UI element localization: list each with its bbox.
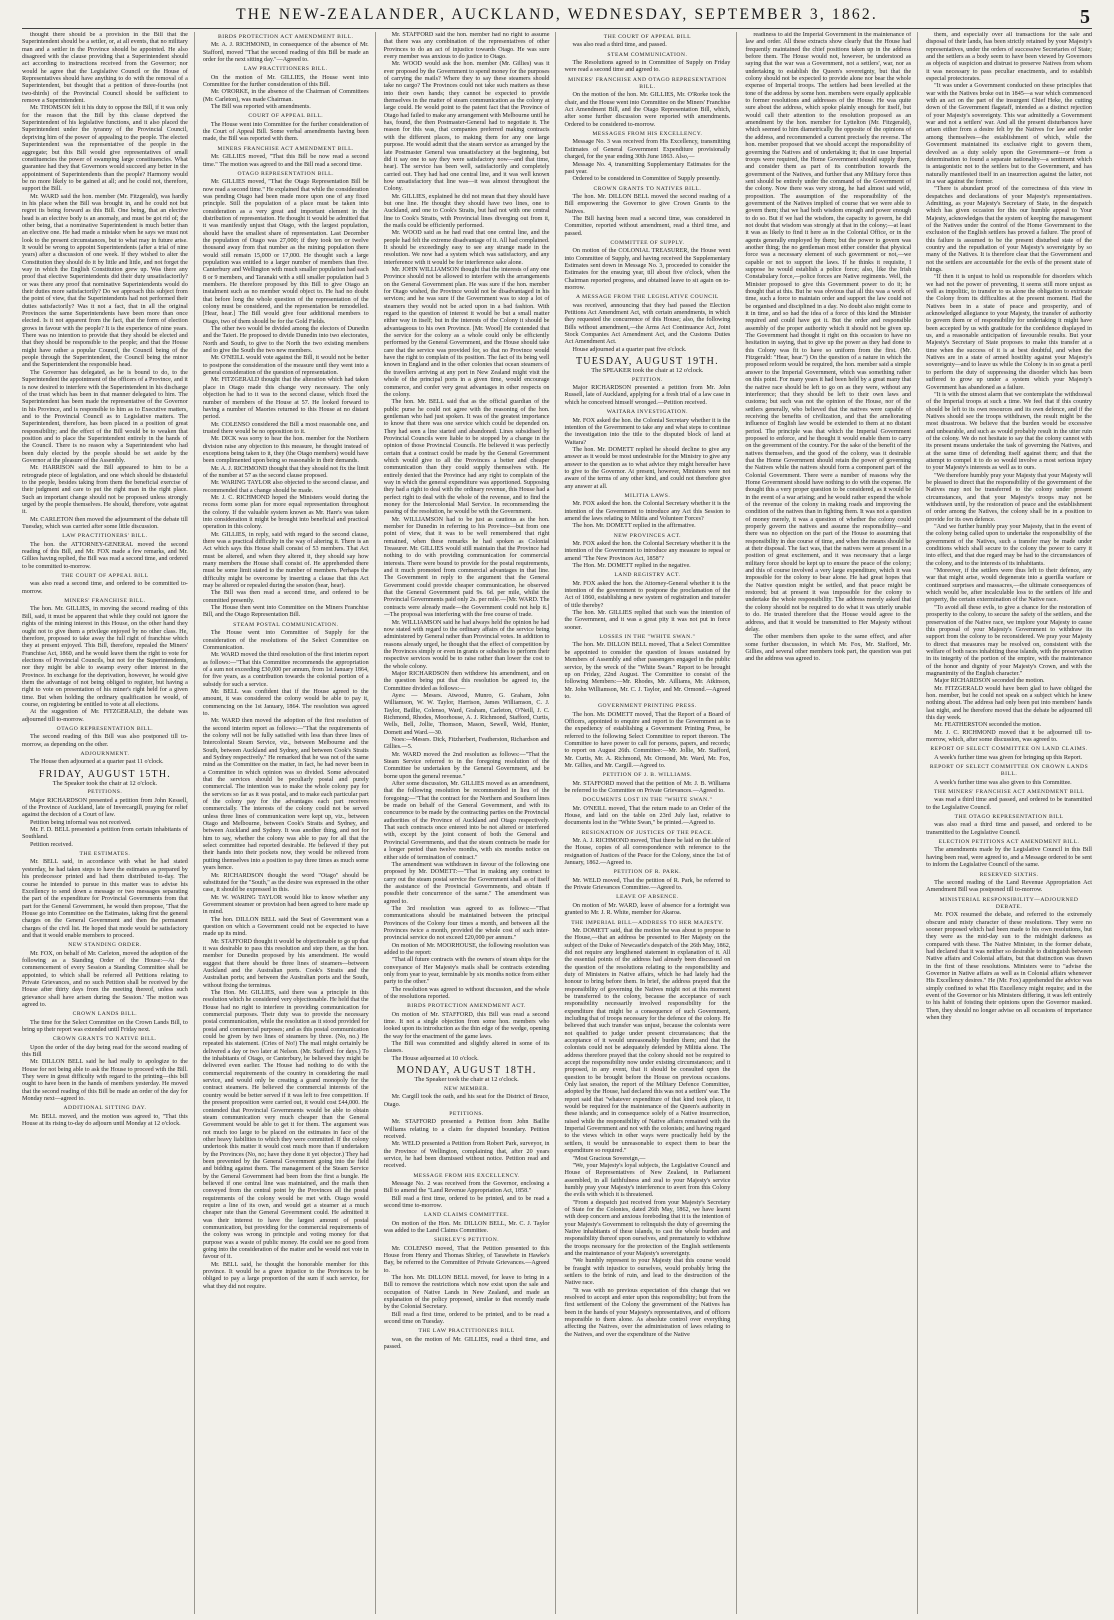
paragraph: Message No. 3 was received from His Excellency, transmitting Estimates of General Government Expenditure provisionally charged, for the year ending 30th June 1863. Also,— [564, 139, 731, 161]
paragraph: Upon the order of the day being read for the second reading of this Bill [22, 1044, 188, 1059]
paragraph: The hon. the ATTORNEY-GENERAL moved the second reading of this Bill, and Mr. FOX made a few remarks, and Mr. Gillies having replied, the Bill was read a second time, and ordered to be committed to-morrow. [22, 541, 188, 570]
paragraph: Mr. BELL said, he thought the honorable member for this province. It would be a grave injustice to the Provinces to be obliged to pay a large proportion of the sum if such service, for what they did not require. [202, 1261, 369, 1290]
section-heading: THE ESTIMATES. [79, 851, 131, 858]
paragraph: Mr. W. WARING TAYLOR would like to know whether any Government steamer or provision had been agreed to here made up in mind. [202, 894, 369, 916]
column-5 [745, 32, 918, 1614]
paragraph: Mr. GILLIES moved, "That this Bill be now read a second time." The motion was agreed to and the Bill read a second time. [202, 154, 369, 168]
paragraph: The Bill was committed and slightly altered in some of its clauses. [383, 1041, 550, 1055]
section-heading: OTAGO REPRESENTATION BILL. [56, 725, 154, 732]
paragraph: was also read a third time, and passed. [572, 42, 667, 49]
section-heading: CROWN GRANTS TO NATIVE BILL. [52, 1036, 157, 1043]
paragraph: The hon. Mr. DILLON BELL moved, for leave to bring in a Bill to remove the restrictions which now exist upon the sale and occupation of Native Lands in New Zealand, and made an explanation of the policy proposed, similar to that recently made by the Colonial Secretary. [383, 1275, 550, 1311]
paragraph: Petition being informal was not received. [30, 819, 132, 826]
section-heading: BIRDS PROTECTION ACT AMENDMENT BILL. [218, 34, 354, 40]
paragraph: Mr. F. D. BELL presented a petition from certain inhabitants of Southland. [22, 827, 188, 841]
paragraph: "We therefore humbly pray your Majesty that your Majesty will be pleased to direct that the responsibility of the government of the Natives may not be transferred to the colony under present circumstances, and that your Majesty's troops may not be withdrawn until, by the restoration of peace and the establishment of order among the Natives, the colony shall be in a position to provide for its own defence. [926, 472, 1092, 523]
paragraph: Mr. GILLIES moved, "That the Otago Representation Bill be now read a second time." He explained that while the consideration was pending Otago had been made more upon one of any fixed principle. Still the population of a place must be taken into consideration as a very great and important element in the distribution of representation. He thought it would be admitted that it was manifestly unjust that Otago, with the largest population, should have the smallest share of representation. Last December the population of Otago was 27,000; if they took ten or twelve thousand away from that number as the mining population there would still remain 15,000 or 17,000. He thought such a large population was entitled to a larger number of members than five. Canterbury and Wellington with much smaller population had each 8 or 9 members, and Taranaki with a still smaller population had 3 members. He therefore proposed by this Bill to give Otago an instalment such as no member would object to. He had no doubt that before long the whole question of the representation of the colony must be considered, and the representation be remodelled. [Hear, hear.] The Bill would give four additional members to Otago, two of them should be for the Gold Fields. [202, 179, 369, 325]
paragraph: The Bill having been read a second time, was considered in Committee, reported without amendment, read a third time, and passed. [564, 215, 731, 237]
paragraph: "We humbly represent to your Majesty that this course would be fraught with injustice to ourselves, would probably bring the settlers to the brink of ruin, and lead to the destruction of the Native race. [564, 1258, 731, 1287]
paragraph: Mr. FOX asked the hon. the Attorney-General whether it is the intention of the government to postpone the proclamation of the Act of 1860, establishing a new system of registration and transfer of title thereby? [564, 580, 731, 609]
section-heading: THE OTAGO REPRESENTATION BILL [954, 814, 1064, 821]
section-heading: GOVERNMENT PRINTING PRESS. [597, 703, 697, 710]
section-heading: NEW PROVINCES ACT. [613, 532, 682, 539]
paragraph: Mr. JOHN WILLIAMSON thought that the interests of any one Province should not be allowed to interfere with the arrangements on the General Government plan. He was sure if the hon. member for Otago wished, the Province would not be disadvantaged in his services; and he was sure if the Government was to stop a lot of steamers they would not be acted upon in a bad fashion. With regard to the question of interest it would be but a small matter either way in itself; but in the interests of the Colony it should be advantageous to his own Province. [Mr. Wood] He contended that the service for the colony as a whole could only be efficiently performed by the General Government, and the House should take care that the service was provided for, so that no Province would have the right to complain of its position. The fact of its being well known in England and in the other colonies that ocean steamers of the travellers arriving at any port in New Zealand might visit the whole of the principal ports in a given time, would encourage commerce, and confer very great advantages in other respects on the colony. [383, 267, 550, 398]
paragraph: Mr. FOX asked the hon. the Colonial Secretary whether it is the intention of the Government to introduce any measure to repeal or amend "The New Provinces Act, 1858"? [564, 541, 731, 562]
section-heading: ELECTION PETITIONS ACT AMENDMENT BILL. [938, 839, 1080, 846]
paragraph: The hon. Mr. DOMETT replied in the affirmative. [572, 523, 696, 530]
paragraph: thought there should be a provision in the Bill that the Superintendent should be a settler, or, at all events, that no military man and a settler in the Province should be appointed. He also disagreed with the clause providing that a Superintendent should act according to instructions received from the Governor; nor would he agree that the Legislative Council or the House of Representatives should have anything to do with the removal of a Superintendent, but thought that a petition of three-fourths (not two-thirds) of the Provincial Council should be sufficient to remove a Superintendent. [22, 32, 188, 105]
section-heading: DOCUMENTS LOST IN THE "WHITE SWAN." [582, 797, 713, 804]
section-heading: MESSAGES FROM HIS EXCELLENCY. [592, 131, 703, 138]
section-heading: RESIGNATION OF JUSTICES OF THE PEACE. [581, 829, 714, 836]
section-heading: REPORT OF SELECT COMMITTEE ON LAND CLAIMS. [930, 746, 1088, 753]
paragraph: Mr. DILLON BELL said he had really to apologize to the House for not being able to ask the House to proceed with the Bill. They were in great difficulty with regard to the printing—this bill ought to have been in the hands of members yesterday. He moved that the second reading of this Bill be made an order of the day for Monday next—agreed to. [22, 1059, 188, 1103]
paragraph: Mr. FOX asked the hon. the Colonial Secretary whether it is the intention of the Government to take any and what steps to continue the investigation into the title to the disputed block of land at Waitara? [564, 417, 731, 446]
paragraph: "It was under a Government conducted on these principles that war with the Natives broke out in 1845—a war which commenced with an act on the part of the insurgent Chief Heke, the cutting down of the Government flagstaff, intended as a distinct rejection of your Majesty's sovereignty. This war admittedly a Government war and not a settlers' war. And all the present disturbances have arisen either from a desire felt by the Natives for law and order among themselves—the establishment of which, while the Government maintained its exclusive right to govern them, devolved as a duty solely upon the Government—or from a determination to found a separate nationality—a sentiment which is antagonistic not to the settlers but to the Government, and has naturally manifested itself in an insurrection against the latter, not in a war against the former. [926, 83, 1092, 185]
section-heading: LAW PRACTITIONERS BILL. [243, 66, 328, 73]
paragraph: "If then it is unjust to hold us responsible for disorders which we had not the power of preventing, it seems still more unjust as well as impolitic, to transfer to us alone the obligation to extricate the Colony from its difficulties at the present moment. Had the Natives been in a state of peace and prosperity, and of acknowledged allegiance to your Majesty, the transfer of authority to govern them or of responsibility for undertaking it might have been accepted by us with gratitude for the confidence displayed in us, and a reasonable anticipation of favourable results. But your Majesty's Secretary of State proposes to make this transfer at a time when the success of it is at best doubtful, and when the Natives are in a state of armed hostility against your Majesty's sovereignty—and to leave us while the Colony is in so great a peril to perform the duty of suppressing the disorder which has been suffered to grow up under a system which your Majesty's Government has abandoned as a failure. [926, 274, 1092, 391]
paragraph: The House went into Committee of Supply for the consideration of the resolutions of the Select Committee on Communication. [202, 630, 369, 651]
section-heading: PETITIONS. [449, 1110, 484, 1117]
paragraph: Mr. WOOD would ask the hon. member (Mr. Gillies) was it ever proposed by the Government to spend money for the purposes of carrying the mails? Where they to say these steamers should take no cargo? The Provinces could not take such matters as these into their own hands; they cannot be expected to provide themselves in the matter of steam communication as the colony at large could. He would point to the patent fact that the Province of Otago had failed to make any arrangement with Melbourne until he has, found, the then Postmaster-General had to negotiate it. The reason for this was, that companies preferred making contracts with the different places, to making them for any one large purpose. He would admit that the steam service as arranged by the late Postmaster General was unsatisfactory at the beginning, but did it say one to say they were satisfactory now—and that time, hear). The service has been well, satisfactorily and completely carried out. They had had one central line, and it was well known how unsatisfactory that line was—it was almost throughout the Colony. [383, 61, 550, 193]
paragraph: Ordered to be considered in Committee of Supply presently. [572, 176, 721, 183]
paragraph: "Most Gracious Sovereign,— [572, 1155, 646, 1162]
paragraph: Mr. STAFFORD said the hon. member had no right to assume that there was any combination of the representatives of other Provinces to do an act of injustice towards Otago. He was sure every member was anxious to do justice to Otago. [383, 32, 550, 61]
paragraph: "Moreover, if the settlers were thus left to their defence, any war that might arise, would degenerate into a guerilla warfare or continued surprises and massacres,—the ultimate consequences of which would be, after incalculable loss to the settlers of life and property, the certain extermination of the Native race. [926, 568, 1092, 604]
section-heading: MILITIA LAWS. [624, 492, 671, 499]
paragraph: Mr. STAFFORD moved that the petition of Mr. J. B. Williams be referred to the Committee on Private Grievances.—Agreed to. [564, 780, 731, 794]
paragraph: The hon. Mr. BELL said that as the official guardian of the public purse he could not agree with the reasoning of the hon. gentleman who had just spoken. It was of the greatest importance to know that there was one service which could be depended on. They had seen a line started and abandoned. Lines subsidised by Provincial Councils were liable to be stopped by a change in the opinion of those Provincial Councils. He believed it was perfectly certain that a contract could be made by the General Government which would give to all the Provinces a better and cheaper communication than they could supply themselves with. He entirely denied that the Province had any right to complain of the way in which the general expenditure was apportioned. Supposing they had a right to deal with the ordinary revenue, this House had a perfect right to deal with the whole of the revenue, and to find the money for the Intercolonial Mail Service. In recommending the passing of the resolution, he would be with the Government. [383, 399, 550, 516]
paragraph: The hon. Mr. GILLIES, in moving the second reading of this Bill, said, it must be apparent that while they could not ignore the rights of the mining interest in this House, on the other hand they ought not to give them a privilege enjoyed by no other class. He, therefore, proposed to take away the full right of franchise which they at present enjoyed. This Bill, therefore, repealed the Miners' Franchise Act, 1860, and he would leave them the right to vote for elections of Provincial Councils, but not for the Superintendents, nor they might be able to swamp every other interest in the Province. In exchange for the deprivation, however, he would give them the advantage of not being obliged to register, but having a right to vote on presentation of his miner's right held for a given time. But when holding the ordinary qualification he would, of course, on registering be entitled to vote at all elections. [22, 606, 188, 708]
paragraph: Mr. A. J. RICHMOND, in consequence of the absence of Mr. Stafford, moved "That the second reading of this Bill be made an order for the next sitting day."—Agreed to. [202, 42, 369, 64]
paragraph: "It is with the utmost alarm that we contemplate the withdrawal of the Imperial troops at such a time. We feel that if this country should be left to its own resources and its own defence, and if the Natives should see the troops withdrawn, the result might be the most disastrous. We believe that the burden would be excessive and unbearable, and such as would probably result in the utter ruin of the colony. We do not hesitate to say that the colony cannot with its present means undertake the task of governing the Natives, and at the same time of defending itself against them; and that the attempt to compel it to do so would involve a most serious injury to your Majesty's interests as well as to ours. [926, 391, 1092, 472]
paragraph: "To avoid all these evils, to give a chance for the restoration of prosperity to the colony, to secure the safety of the settlers, and the preservation of the Native race, we implore your Majesty to cause this proposal of your Majesty's Government to withdraw its support from the colony to be reconsidered. We pray your Majesty to direct that measures may be resolved on, consistent with the welfare of both races inhabiting these islands, with the preservation in its integrity of the portion of the empire, with the maintenance of the honor and dignity of your Majesty's Crown, and with the magnanimity of the English character." [926, 604, 1092, 677]
paragraph: Mr. O'RORKE, in the absence of the Chairman of Committees (Mr. Carleton), was made Chairman. [202, 89, 369, 103]
paragraph: Mr. DOMETT said, that the motion he was about to propose to the House,—that an address be presented to Her Majesty on the subject of the Duke of Newcastle's despatch of the 26th May, 1862, did not require any lengthened statement in explanation of it. All the essential points of the address had already been discussed on the question of the resolutions relating to the responsibility and duty of Ministers in Native affairs, which he had lately had the honour to bring before them. In brief, the address prayed that the responsibility of governing the Natives might not at this moment be transferred to the colony, because the acceptance of such responsibility necessarily involved responsibility for the expenditure that might be a consequence of such Government, including that of troops necessary for the defence of the colony. He believed that such transfer was unjust, because the colonists were not qualified to judge under present circumstances; that the acceptance of it would unreasonably burden them; and that the colonists could not be adequately defended by Militia alone. The address therefore prayed that the colony should not be required to accept the responsibility now under existing circumstances; and it proposed, in any event, that it should be consulted upon the question to be brought before the House on previous occasions. Only last session, the report of the Military Defence Committee, adopted by the House, had declared this was not a settlers' war. The report said that "whatever expenditure of that kind took place, it would be required for the maintenance of the Queen's authority in these islands; and in consequence solely of a Native insurrection, raised while the responsibility of Native affairs remained with the Imperial Government and not with the colonists; and having regard to the views which in other ways were practically held by the settlers, it would be unreasonable to expect them to bear the expenditure so required." [564, 927, 731, 1155]
column-4 [564, 32, 737, 1614]
paragraph: House adjourned at a quarter past five o'clock. [572, 346, 687, 353]
paragraph: Major RICHARDSON then withdrew his amendment, and on the question being put that this resolution be agreed to, the Committee divided as follows:— [383, 670, 550, 692]
sitting-note: The Speaker took the chair at 12 o'clock. [414, 1076, 519, 1084]
paragraph: The Resolutions agreed to in Committee of Supply on Friday were read a second time and agreed to. [564, 60, 731, 74]
section-heading: MESSAGE FROM HIS EXCELLENCY. [413, 1172, 520, 1179]
paragraph: Mr. COLENSO considered the Bill a most reasonable one, and trusted there would be no opposition to it. [202, 421, 369, 435]
paragraph: On motion of Mr. STAFFORD, this Bill was read a second time. It not a single objection from some hon. members who looked upon its introduction as the thin edge of the wedge, opening the way for the enactment of the game laws. [383, 1011, 550, 1040]
paragraph: The Bill was reported with amendments. [210, 104, 311, 111]
paragraph: Message No. 2 was received from the Governor, enclosing a Bill to amend the "Land Revenue Appropriation Act, 1858." [383, 1180, 550, 1195]
sitting-note: The Speaker took the chair at 12 o'clock. [52, 780, 158, 788]
paragraph: On motion of the COLONIAL TREASURER, the House went into Committee of Supply, and having received the Supplementary Estimates sent down in Message No. 3, proceeded to consider the Estimates for the ensuing year, till about five o'clock, when the Chairman reported progress, and obtained leave to sit again on to-morrow. [564, 248, 731, 291]
paragraph: The Bill was then read a second time, and ordered to be committed presently. [202, 590, 369, 604]
paragraph: Mr. J. C. RICHMOND moved that it be adjourned till to-morrow, which, after some discussion, was agreed to. [926, 729, 1092, 743]
section-heading: STEAM COMMUNICATION. [607, 51, 688, 58]
paragraph: was also read a second time, and ordered to be committed to-morrow. [22, 581, 188, 595]
paragraph: The House went into Committee for the further consideration of the Court of Appeal Bill. Some verbal amendments having been made, the Bill was reported with them. [202, 121, 369, 143]
paragraph: Mr. O'NEILL moved, That the return made to an Order of the House, and laid on the table on 23rd July last, relative to documents lost in the "White Swan," be printed.—Agreed to. [564, 805, 731, 827]
paragraph: Mr. WARD moved the 2nd resolution as follows:—"That the Steam Service referred to in the foregoing resolution of the Committee be undertaken by the General Government, and be borne upon the general revenue." [383, 751, 550, 780]
paragraph: The Hon. Mr. DOMETT replied in the negative. [572, 563, 691, 570]
section-heading: MINERS' FRANCHISE AND OTAGO REPRESENTATION BILL. [568, 76, 727, 91]
paragraph: Mr. BELL was confident that if the House agreed to the amount, it was considered the colony would be able to pay it, commencing on the 1st January, 1864. The resolution was agreed to. [202, 688, 369, 717]
paragraph: Ayes: — Messrs. Atwood, Munro, G. Graham, John Williamson, W. W. Taylor, Harrison, James Williamson, C. J. Taylor, Baillie, Colenso, Ward, Graham, Carleton, O'Neill, J. C. Richmond, Rhodes, Moorhouse, A. J. Richmond, Stafford, Curtis, Wells, Bell, Jollie, Thomson, Mason, Sewell, Weld, Hunter, Domett and Ward.—30. [383, 692, 550, 736]
paragraph: On motion of Mr. MOORHOUSE, the following resolution was added to the report: [383, 942, 550, 956]
paragraph: The Hon. Mr. GILLIES, said there was a principle in this resolution which he considered very objectionable. He held that the House had no right to interfere in providing communication for commercial purposes. Their duty was to provide the necessary postal communication, while the resolution as it stood provided for postal and commercial purposes; and as this postal communication could be given by two lines of steamers by three. (No, no.) He repeated his statement. (Cries of No!) The mail might certainly be delivered a day or two later at Nelson. (Mr. Stafford: for days.) To the inhabitants of Otago, or Canterbury, he believed they might be delivered even earlier. The House had nothing to do with the commercial requirements of the country in considering the mail service, and would only be creating a grand monopoly for the contract steamers. He believed the commercial interests of the country would be better served if it was left to free competition. If the present proposition were carried out, it would cost £44,000. He contended that Provincial Governments would be able to obtain steam communication very much cheaper than the General Government would be able to get it for them. The argument was not much too large to be placed on the estimates in face of the other heavy liabilities to which they were committed. If the colony undertook this matter it would cost much more than if undertaken by the Provinces (No, no; have they done it yet objector.) They had been prevented by the General Government going into the field and bidding against them. The management of the Steam Service by the General Government had been from the first a bungle. He believed if one central line was maintained, and the mails then conveyed from the central point by the Provinces all the postal requirements of the colony would be met with. Otago would require a line of its own, and would get a steamer at a much cheaper rate than the General Government could. He admitted it was their interest to have the largest amount of postal communication, but providing for the commercial requirements of the colony was wrong in principle and voting money for that purpose was a waste of public money. He could see no good from going into the consideration of the matter and he would not vote in favour of it. [202, 990, 369, 1261]
paragraph: them, and especially over all transactions for the sale and disposal of their lands, has been strictly retained by your Majesty's representatives, under the orders of successive Secretaries of State; and the settlers as a body seem to have been viewed by Governors as objects of suspicion and distrust to preserve Natives from whom it was necessary to pass peculiar enactments, and to establish especial protectorates. [926, 32, 1092, 83]
paragraph: On motion of the Hon. Mr. DILLON BELL, Mr. C. J. Taylor was added to the Land Claims Committee. [383, 1220, 550, 1234]
paragraph: Mr. WARD moved the third resolution of the first interim report as follows:—"That this Committee recommends the appropriation of a sum not exceeding £30,000 per annum, from 1st January 1864, for five years, as a contribution towards the colonial portion of a subsidy for such a service. [202, 652, 369, 688]
paragraph: Mr. THOMSON felt it his duty to oppose the Bill, if it was only for the reason that the Bill by this clause deprived the Superintendent of his legislative functions, and it also placed the Superintendent under the tyranny of the Provincial Council, depriving him of the power of appealing to the people. The elected Superintendent was the representative of the people in the aggregate; but this Bill would give representatives of small constituencies the power of swamping large constituencies. What guarantee had they that Governors would succeed any better in the appointment of Superintendents than the people? Harmony would be no more likely to be gained at all; and he could not, therefore, support the Bill. [22, 105, 188, 193]
masthead-title: THE NEW-ZEALANDER, AUCKLAND, WEDNESDAY, SEPTEMBER 3, 1862. [236, 6, 878, 23]
section-heading: MINISTERIAL RESPONSIBILITY—ADJOURNED DEBATE. [939, 896, 1079, 910]
paragraph: Mr. J. C. RICHMOND hoped the Ministers would during the recess form some plan for more equal representation throughout the colony. If the valuable system known as Mr. Hare's was taken into consideration it might be brought into beneficial and practical operation in this colony. [202, 494, 369, 531]
column-2 [203, 32, 376, 1614]
section-heading: ADDITIONAL SITTING DAY. [63, 1105, 147, 1112]
sitting-note: The SPEAKER took the chair at 12 o'clock. [591, 367, 704, 375]
paragraph: Message No. 4, transmitting Supplementary Estimates for the past year. [564, 161, 731, 175]
section-heading: OTAGO REPRESENTATION BILL. [237, 170, 334, 177]
paragraph: "There is abundant proof of the correctness of this view in despatches and declarations of your Majesty's representatives. Admitting, as your Majesty's Secretary of State, in the despatch which has given occasion for this our humble appeal to Your Majesty, acknowledges that the system of keeping the management of the Natives under the control of the Home Government to the exclusion of the English settlers has proved a failure. The proof of this failure is assumed to be the present disturbed state of the country and the repudiation of your Majesty's sovereignty by so many of the Natives. It is therefore clear that the Government and not the settlers are accountable for the evils of the present state of things. [926, 186, 1092, 273]
paragraph: Mr. WARING TAYLOR also objected to the second clause, and recommended that a change should be made. [202, 480, 369, 494]
section-heading: REPORT OF SELECT COMMITTEE ON CROWN LANDS BILL. [929, 764, 1089, 778]
paragraph: Mr. WOOD said as he had read that one central line, and the people had felt the extreme disadvantage of it. All had complained. It should be exceedingly easy to see any strange made in the resolution. We now had a system which was satisfactory, and any interference with it would be for interference sake alone. [383, 230, 550, 266]
paragraph: The resolution was agreed to without discussion, and the whole of the resolutions reported. [383, 986, 550, 1001]
section-heading: LEAVE OF ABSENCE. [616, 894, 679, 901]
paragraph: Major RICHARDSON presented a petition from John Kessell, of the Province of Auckland, late of Invercargill, praying for relief against the decision of a Court of law. [22, 797, 188, 819]
paragraph: The House then went into Committee on the Miners Franchise Bill, and the Otago Representation Bill. [202, 605, 369, 619]
column-3 [384, 32, 557, 1614]
paragraph: Mr. FOX, on behalf of Mr. Carleton, moved the adoption of the following as a Standing Order of the House:—At the commencement of every Session a Standing Committee shall be appointed, to which shall be referred all Petitions relating to Private Grievances, and no such Petition shall be received by the House after thirty days from the meeting thereof, unless such grievance shall have arisen during the Session.' The motion was agreed to. [22, 950, 188, 1008]
paragraph: Mr. STAFFORD thought it would be objectionable to go up that it was desirable to pass this resolution and step there, as the hon. member for Dunedin proposed by his amendment. He would suggest that there should be three lines of steamers—between Auckland and the Australian ports. Cook's Straits and the Australian ports; and between the Australian ports and the South, without fixing the terminus. [202, 938, 369, 989]
section-heading: COURT OF APPEAL BILL. [248, 113, 324, 120]
section-heading: PETITIONS. [87, 789, 123, 796]
paragraph: The amendments made by the Legislative Council in this Bill having been read, were agreed to, and a Message ordered to be sent to inform the Legislative Council of the same. [926, 847, 1092, 869]
section-heading: NEW STANDING ORDER. [68, 942, 142, 949]
section-heading: NEW MEMBER. [443, 1085, 490, 1092]
section-heading: LAND REGISTRY ACT. [614, 572, 681, 579]
paragraph: Mr. A. J. RICHMOND thought that they should not fix the limit of the number at 57 as the second clause proposed. [202, 465, 369, 479]
paragraph: Mr. BELL said, in accordance with what he had stated yesterday, he had taken steps to have the estimates as prepared by his predecessor printed and had them distributed to-day. The course he intended to pursue in this matter was to advise his Excellency to send down a message or two messages separating the part of the expenditure for Provincial Governments from that part for the General Government, he would then propose, 'That the House go into Committee on the Estimates, taking first the general charges on the General Government and then the permanent charges of the civil list. He hoped that mode would be satisfactory and that it would enable members to proceed. [22, 859, 188, 939]
paragraph: Mr. FEATHERSTON seconded the motion. [934, 722, 1042, 729]
paragraph: Mr. WARD said the hon. member (Mr. Fitzgerald), was hardly in his place when the Bill was brought in, and he could not but regret its being forward as this Bill. One being, that an elective head is an elective body is an anomaly, and must be got rid of; the other being, that a nominative Superintendent is much better than an elective one. He had made a mistake when he says we must not look to the present circumstances, but to what may in future arise. It would be wrong to appoint Superintendents (after a trial of nine years) after a discussion of one week. If they wished to alter the Constitution they should do it by little and little, and not forget the way in which the English Constitution grew up. Was there any proof that elective Superintendents did their duty unsatisfactorily? or was there any proof that nominative Superintendents would do their duties more satisfactorily? Do we approach this subject from the point of view, that the Superintendents had not performed their duties satisfactorily? Was it not a fact, that in all the original Provinces the same Superintendents have been more than once elected. Is it not apparent from the fact, that the form of election grows in favour with the people? It is the experience of nine years. There was no intention to provide that they should be elected and that they should be responsible to the people; and that the House might have rather a popular Council, the Council being of the people through the Superintendent, the Council being the minor and the Superintendent the responsible head. [22, 193, 188, 369]
paragraph: The amendment was withdrawn in favour of the following one proposed by Mr. DOMETT:—"That in making any contract to carry out the steam postal service the Government shall as of itself the assistance of the Provincial Governments, and obtain if possible their concurrence of the same." The amendment was agreed to. [383, 861, 550, 905]
section-heading: THE COURT OF APPEAL BILL [603, 34, 691, 40]
paragraph: On motion of Mr. WARD, leave of absence for a fortnight was granted to Mr. J. R. White, member for Akaroa. [564, 902, 731, 917]
paragraph: Mr. FOX asked the hon. the Colonial Secretary whether it is the intention of the Government to introduce any Act this Session to amend the laws relating to Militia and Volunteer Forces? [564, 501, 731, 522]
paragraph: Noes:—Messrs. Dick, Fitzherbert, Featherston, Richardson and Gillies.—5. [383, 737, 550, 751]
newspaper-columns [22, 32, 1092, 1614]
paragraph: was received, announcing that they had passed the Election Petitions Act Amendment Act, with certain amendments, in which they requested the concurrence of this House; also, the following Bills without amendment,—the Arms Act Continuance Act, Joint Stock Companies Act Amendment Act, and the Customs Duties Act Amendment Act. [564, 302, 731, 346]
paragraph: "That all future contracts with the owners of steam ships for the conveyance of Her Majesty's mails shall be contracts extending only from year to year, terminable by six months notice from either party to the other." [383, 957, 550, 986]
page-number: 5 [1080, 6, 1090, 28]
paragraph: The hon. Mr. DOMETT moved, That the Report of a Board of Officers, appointed to enquire and report to the Government as to the expediency of establishing a Government Printing Press, be referred to the following Select Committee to report thereon. The Committee to have power to call for persons, papers, and records; to report on August 26th. Committee:—Mr. Jollie, Mr. Stafford, Mr. Curtis, Mr. A. Richmond, Mr. Ormond, Mr. Ward, Mr. Fox, Mr. Gillies, and Mr. Cargill.—Agreed to. [564, 711, 731, 769]
masthead [22, 6, 1092, 28]
paragraph: Mr. BELL moved, and the motion was agreed to, "That this House at its rising to-day do adjourn until Monday at 12 o'clock. [22, 1113, 188, 1128]
paragraph: The hon. Mr. DOMETT replied he should decline to give any answer as it would be most undesirable for the Ministry to give any answer to the question as to what advice they might hereafter have to give to the Governor. At present, however, Ministers were not aware of the terms of any other kind, and could not therefore give any answer at all. [564, 446, 731, 490]
paragraph: Bill read a first time, ordered to be printed, and to be read a second time on Tuesday. [383, 1311, 550, 1326]
paragraph: At the suggestion of Mr. FITZGERALD, the debate was adjourned till to-morrow. [22, 709, 188, 723]
paragraph: "From a despatch just received from your Majesty's Secretary of State for the Colonies, dated 26th May, 1862, we have learnt with deep concern and anxious foreboding that it is the intention of your Majesty's Government to relinquish the duty of governing the Native inhabitants of these islands, to cast the whole burden and responsibility thereof upon ourselves, and prematurely to withdraw the troops necessary for the protection of the English settlements and the maintenance of your Majesty's sovereignty. [564, 1199, 731, 1257]
date-heading: TUESDAY, AUGUST 19TH. [575, 356, 719, 368]
paragraph: The other members then spoke to the same effect, and after some further discussion, in which Mr. Fox, Mr. Stafford, Mr. Gillies, and several other members took part, the question was put and the address was agreed to. [745, 634, 912, 663]
date-heading: MONDAY, AUGUST 18TH. [396, 1065, 537, 1077]
section-heading: BIRDS PROTECTION AMENDMENT ACT. [407, 1003, 526, 1010]
section-heading: PETITION. [631, 376, 663, 383]
paragraph: was also read a third time and passed, and ordered to be transmitted to the Legislative Council. [926, 822, 1092, 836]
paragraph: readiness to aid the Imperial Government in the maintenance of law and order. All these extracts show clearly that the House had frequently maintained the chief positions taken up in the address before them. The House would not, however, be understood as saying that the war was a Government, not a settlers', war, nor as undertaking to establish the Queen's sovereignty, but that the colony should not be expected to provide alone nor bear the whole expense of Imperial troops. The settlers had been levelled at the tone of the address by some hon. members were equally applicable to former resolutions and addresses of the House. He was quite sure about the address, which spoke plainly enough for itself, but would call their attention to the resolution proposed as an amendment by the hon. member for Lyttelton (Mr. Fitzgerald), which seemed to him diametrically the opposite of the opinions of the address, and recommended a current precisely the reverse. The hon. member proposed that we should accept the responsibility of governing the Natives and of undertaking it; that in case Imperial troops were required, the Home Government should supply them, and consider them as part of its contribution towards the government of the Natives, and further that any Military force thus sent should be entirely under the command of the Government of the colony. Now there was very strong, he had almost said wild, proposition. The assumption of the responsibility of the government of the Natives implied of course that we were able to govern them; that we had both wisdom enough and power enough to do so. But if we had the wisdom, the capacity to govern, he did not doubt that wisdom was strongly at that in the colony;—at least it was as likely to find it here as in the Colonial Office, or in the agents generally employed by them; but the power to govern was another thing; the no gentleman most either consider that physical force was a necessary element of such government or not,—we capable or not to support the laws. If he thinks it requisite, I suppose he would establish a police force; also, like the Irish Constabulary force,—police forces are Native regiments. Well, the Minister proposed to give this Government power to do it; he thought that at this. But he was obvious that all this was a work of time, such a force to maintain order and support the law could not be organised and disciplined in a day. No doubt also might come to it in time, and so had the idea of a force of this kind the Minister required and could have got it. But the order and responsible assembly of the proper authority which it should not be given up. The Government had thought it right on this occasion to have no hesitation in saying, that to give up the power as they had done to this Colony was fit to have so uniform from the first. (Mr. Fitzgerald: "Hear, hear.") On the question of a nature in which the proposed reform would be required, the hon. member said a simple answer to the Imperial Government, which was something rather on this point. For many years it had been held by a great many that the native race should be left to go on as they were, without any interference; that they should be left to their own laws and customs; but such was not the opinion of the House, nor of the settlers generally, who believed that the natives were capable of receiving the benefits of civilization, and that the ameliorating influence of English law would be extended to them at no distant period. The principle was that which the Imperial Government proposed to enforce, and he thought it would enable them to carry on the government of the country. For the sake of the benefit of the natives themselves, and the good of the colony, was it desirable that the Home Government should retain the power of governing the Natives while the natives should form a component part of the Colonial Government. There were a number of reasons why the Home Government should have nothing to do with the expense. He thought this a very proper question to be considered, as it would be in the event of a war arising; and he would rather expend the whole of the revenue of the colony in making roads and improving the condition of the natives than in fighting them. It was not a question of money merely, it was a question of whether the colony could properly govern the natives and assume the responsibility—and there was no objection on the part of the House to assuming that responsibility in due course of time, and when the means should be at their disposal. The fact was, that the natives were at present in a position of great excitement, and it was necessary that a large military force should be kept up to ensure the peace of the colony; and this of course involved a very large expenditure, which it was impossible for the colony to bear alone. He had great hopes that the Native question might be settled, and that peace might be restored; but at present it was impossible for the colony to undertake the whole responsibility. The address merely asked that the colony should not be required to do what it was utterly unable to do. He trusted therefore that the House would agree to the address, and that it would be transmitted to Her Majesty without delay. [745, 32, 912, 633]
paragraph: Mr. HARRISON said the Bill appeared to him to be a retrograde piece of legislation, and one which should be distasteful to the people, besides taking from them the beneficial exercise of their judgment and care to put the right man in the right place. Such an important change should not be proposed unless strongly urged by the people themselves. He should, therefore, vote against it. [22, 465, 188, 516]
paragraph: The House then adjourned at a quarter past 11 o'clock. [30, 759, 164, 766]
paragraph: Mr. WARD then moved the adoption of the first resolution of the second interim report as follows:—"That the requirements of the colony will not be fully satisfied with less than three lines of Intercolonial Steam Service, viz., between Melbourne and the South, between Auckland and Sydney, and between Cook's Straits and Sydney respectively." He remarked that he was not of the same mind as the Committee on the matter, in fact, he had never been in a Committee in which opinion was so divided. Some advocated that the services should be peculiarly postal and purely commercial. The intention was to make the whole colony pay for the services so far as it was postal, and to make each particular part of the colony pay for the advantages each part receives commercially. The interests of the colony could not be served unless three lines of communication were kept up, viz., between Otago and Melbourne, between Cook's Straits and Sydney, and between Auckland and Sydney. It was another thing, and not for him to say, whether the colony was able to pay for all that the select committee had reported desirable. He believed if they put their hands into their pockets now, they would be relieved from putting themselves into a position to pay three times as much some years hence. [202, 718, 369, 872]
paragraph: On the motion of the hon. Mr. GILLIES, Mr. O'Rorke took the chair, and the House went into Committee on the Miners' Franchise Act Amendment Bill, and the Otago Representation Bill, which, after some further discussion were reported with amendments. Ordered to be considered to-morrow. [564, 92, 731, 128]
paragraph: Mr. FOX resumed the debate, and referred to the extremely obscure and misty character of these resolutions. They were no sooner proposed which had been made to his own resolutions, but they were as the mid-day sun to the midnight darkness as compared with these. The Native Minister, in the former debate, had declared that it was neither so desirable to distinguish between Native affairs and Colonial affairs, but that distinction was drawn in the first of these resolutions. Ministers were to "advise the Governor in Native affairs as well as in Colonial affairs whenever His Excellency desires." He (Mr. Fox) apprehended the advice was simply confined to what His Excellency might require; and in the event of the Governor or his Ministers differing, it was left entirely to his habit of foisting their opinions upon the Governor masked. Then, they should no longer advise on all occasions of importance when they [926, 912, 1092, 1022]
masthead-rule [22, 28, 1092, 29]
paragraph: The other two would be divided among the electors of Dunedin and the Taieri. He proposed to divide Dunedin into two electorates, North and South, to give to the North the two existing members and to give the South the two new members. [202, 326, 369, 355]
paragraph: Petition received. [30, 841, 73, 848]
paragraph: Mr. STAFFORD presented a Petition from John Baillie Williams relating to a claim for disputed boundary. Petition received. [383, 1119, 550, 1140]
paragraph: A week's further time was also given to this Committee. [934, 779, 1072, 786]
column-1 [22, 32, 195, 1614]
paragraph: Mr. COLENSO moved, That the Petition presented to this House from Henry and Thomas Shirley, of Tarawhete in Hawke's Bay, be referred to the Committee of Private Grievances.—Agreed to. [383, 1245, 550, 1274]
paragraph: The 3rd resolution was agreed to as follows:—"That communications should be maintained between the principal Provinces of the Colony four times a month, and between all the Provinces twice a month, provided the whole cost of such inter-provincial service do not exceed £20,000 per annum." [383, 905, 550, 942]
paragraph: A week's further time was given for bringing up this Report. [934, 754, 1083, 761]
section-heading: THE COURT OF APPEAL BILL [61, 573, 149, 580]
section-heading: LAND CLAIMS COMMITTEE. [424, 1212, 510, 1219]
paragraph: was read a third time and passed, and ordered to be transmitted to the Legislative Council. [926, 797, 1092, 811]
section-heading: LOSSES IN THE "WHITE SWAN." [599, 634, 696, 641]
paragraph: Mr. WILLIAMSON said he had always held the opinion he had now stated with regard to the ordinary affairs of the service being administered by General rather than Provincial votes. In addition to reasons already urged, he thought that the effect of competition by the Provinces simply or even in grants or subsidies to perform their respective services would be to raise rather than lower the cost to the whole colony. [383, 619, 550, 670]
section-heading: PETITION OF J. B. WILLIAMS. [602, 772, 693, 779]
section-heading: STEAM POSTAL COMMUNICATION. [233, 621, 339, 628]
paragraph: Mr. Cargill took the oath, and his seat for the District of Bruce, Otago. [383, 1094, 550, 1108]
paragraph: The hon. Mr. DILLON BELL moved, That a Select Committee be appointed to consider the question of losses sustained by Members of Assembly and other passengers engaged in the public service, by the wreck of the "White Swan." Report to be brought up on Friday, 22nd August. The Committee to consist of the following Members:—Mr. Rhodes, Mr. Ailliams, Mr. Atkinson, Mr. John Williamson, Mr. C. J. Taylor, and Mr. Ormond.—Agreed to. [564, 642, 731, 700]
section-heading: PETITION OF R. PARK. [613, 869, 682, 876]
paragraph: The Governor has delegated, as he is bound to do, to the Superintendent the appointment of the officers of a Province, and it is now desired to interfere with the Superintendent in his discharge of the trust which has been in that manner delegated to him. The Superintendent has been made the representative of the Governor in his Province, and is responsible to him as to Executive matters, and to the Provincial Council as to Legislative matters. The Superintendent, therefore, has been placed in a position of great responsibility; and the effect of the Bill would be to weaken that position and to place the Superintendent entirely in the hands of the Council. There is no reason why a Superintendent who had been duly elected by the people should be set aside by the Governor at the pleasure of the Assembly. [22, 369, 188, 464]
paragraph: "We, your Majesty's loyal subjects, the Legislative Council and House of Representatives of New Zealand, in Parliament assembled, in all faithfulness and zeal to your Majesty's service humbly pray your Majesty's interference to avert from this Colony the evils with which it is threatened. [564, 1162, 731, 1199]
paragraph: The time for the Select Committee on the Crown Lands Bill, to bring up their report was extended until Friday next. [22, 1019, 188, 1034]
paragraph: The second reading of this Bill was also postponed till to-morrow, as depending on the other. [22, 734, 188, 748]
paragraph: was, on the motion of Mr. GILLIES, read a third time, and passed. [383, 1336, 550, 1351]
section-heading: MINERS' FRANCHISE BILL. [64, 598, 146, 605]
paragraph: "It was with no previous expectation of this change that we resolved to accept and enter upon this responsibility; but from the first settlement of the Colony the government of the Natives has been in the hands of your Majesty's representatives, and of officers responsible to them alone. As absolute control over everything affecting the Natives, over the administration of laws relating to the Natives, and over the expenditure of the Native [564, 1287, 731, 1338]
section-heading: THE LAW PRACTITIONERS BILL [418, 1328, 515, 1335]
section-heading: RESERVED SIXTHS. [979, 871, 1039, 878]
paragraph: The second reading of the Land Revenue Appropriation Act Amendment Bill was postponed till to-morrow. [926, 879, 1092, 894]
section-heading: SHIRLEY'S PETITION. [433, 1237, 500, 1244]
paragraph: Mr. WELD moved, That the petition of R. Park, be referred to the Private Grievances Committee.—Agreed to. [564, 877, 731, 892]
paragraph: Mr. WELD presented a Petition from Robert Park, surveyor, in the Province of Wellington, complaining that, after 20 years service, he had been dismissed without notice. Petition read and received. [383, 1141, 550, 1170]
section-heading: A MESSAGE FROM THE LEGISLATIVE COUNCIL [576, 294, 719, 301]
paragraph: Mr. WILLIAMSON had to be just as cautious as the hon. member for Dunedin in referring to his Province—but from one point of view, that it was to be well remembered that right remained, when these remarks he had spoken as Colonial Treasurer. Mr. GILLIES would still maintain that the Province had nothing to do with providing communication for commercial interests. There were bound to provide for the postal requirements, and it much promoted from commercial advantages in that line. The Government in reply to the argument that the General Government could provide cheaper communication, he observed that the General Government paid 9s. 6d. per mile, whilst the Provincial Governments paid only 2s. per mile.—[Mr. WARD. The contracts were already made—the Government could not help it.]—The proposal was interfering with the free course of trade. [383, 516, 550, 619]
paragraph: Mr. GILLIES, in reply, said with regard to the second clause, there was a practical difficulty in the way of altering it. There is an Act which says this House shall consist of 53 members. That Act must be altered, and when they altered it, they should say how many members the House shall consist of. He apprehended there must be some limit stated to the number of members. Perhaps the difficulty might be overcome by inserting a clause that this Act may be altered or repealed during the session (hear, hear). [202, 531, 369, 590]
paragraph: Mr. O'NEILL would vote against the Bill, it would not be better to postpone the consideration of the measure until they went into a general consideration of the question of representation. [202, 355, 369, 377]
paragraph: Mr. FITZGERALD would have been glad to have obliged the hon. member, but he could not speak on a subject which he knew nothing about. The address had only been put into members' hands last night, and he therefore moved that the debate be adjourned till this day week. [926, 685, 1092, 721]
section-heading: COMMITTEE OF SUPPLY. [610, 239, 685, 246]
paragraph: The hon. DILLON BELL said the Seat of Government was a question on which a Government could not be expected to have made up its mind. [202, 916, 369, 938]
column-6 [926, 32, 1092, 1614]
paragraph: On the motion of Mr. GILLIES, the House went into Committee for the further consideration of this Bill. [202, 74, 369, 89]
section-heading: CROWN LANDS BILL. [72, 1011, 138, 1018]
section-heading: CROWN GRANTS TO NATIVES BILL. [593, 185, 702, 192]
paragraph: The House adjourned at 10 o'clock. [391, 1055, 479, 1062]
section-heading: THE MINERS' FRANCHISE ACT AMENDMENT BILL [933, 789, 1085, 796]
paragraph: Mr. DICK was sorry to hear the hon. member for the Northern division raise any objection to this measure, he thought instead of exceptions being taken to it, they (the Otago members) would have been complimented upon being so reasonable in their demands. [202, 436, 369, 465]
paragraph: Bill read a first time, ordered to be printed, and to be read a second time to-morrow. [383, 1195, 550, 1209]
paragraph: "And we further humbly pray your Majesty, that in the event of the colony being called upon to undertake the responsibility of the government of the Natives, such a transfer may be made under conditions which shall secure to the colony the power to carry it into effect, and that due regard may be had to the circumstances of the colony, and to the interests of its inhabitants. [926, 524, 1092, 567]
section-heading: ADJOURNMENT. [80, 751, 130, 757]
paragraph: Mr. RICHARDSON thought the word "Otago" should be substituted for the "South," as the desire was expressed in the other case, it should be expressed in this. [202, 872, 369, 894]
paragraph: After some discussion, Mr. GILLIES moved as an amendment, that the following resolution be recommended in lieu of the foregoing:—"That the contract for the Northern and Southern lines be made on behalf of the General Government, and with its concurrence to be made by the contracting parties on the Provincial authorities of the Province of Auckland and Otago respectively. That such contracts once entered into be not altered or interfered with, except by the joint consent of both the General and Provincial Governments, and that the steam contracts be made for a longer period than twelve months, with six months notice on either side of termination of contract." [383, 781, 550, 861]
paragraph: Mr. A. J. RICHMOND moved, That there be laid on the table of the House, copies of all correspondence with reference to the resignation of Justices of the Peace for the Colony, since the 1st of January, 1862.—Agreed to. [564, 838, 731, 867]
section-heading: LAW PRACTITIONERS' BILL. [62, 533, 148, 540]
paragraph: Mr. GILLIES, explained he did not mean that they should have but one line. He thought they should have two lines, one to Auckland, and one to Cook's Straits, but had not with one central line to Cook's Straits, with Provincial lines diverging out from it, the mails could be efficiently performed. [383, 193, 550, 229]
paragraph: Major RICHARDSON seconded the motion. [934, 678, 1045, 685]
paragraph: Mr. FITZGERALD thought that the alteration which had taken place in Otago made this change very necessary. The only objection he had to it was to the second clause, which fixed the number of members of the House at 57. He looked forward to having a number of Maories returned to this House at no distant period. [202, 377, 369, 421]
section-heading: WAITARA INVESTIGATION. [606, 409, 689, 416]
section-heading: MINERS FRANCHISE ACT AMENDMENT BILL. [217, 145, 354, 152]
paragraph: The hon. Mr. DILLON BELL moved the second reading of a Bill empowering the Governor to give Crown Grants to the Natives. [564, 193, 731, 215]
paragraph: Mr. CARLETON then moved the adjournment of the debate till Tuesday, which was carried after some little discussion. [22, 516, 188, 531]
date-heading: FRIDAY, AUGUST 15TH. [38, 768, 171, 780]
paragraph: Major RICHARDSON presented a petition from Mr. John Russell, late of Auckland, applying for a fresh trial of a law case in which he conceived himself wronged.—Petition received. [564, 385, 731, 406]
section-heading: THE IMPERIAL BILL—ADDRESS TO HER MAJESTY. [571, 919, 724, 926]
paragraph: The hon. Mr. GILLIES replied that such was the intention of the Government, and it was a great pity it was not put in force sooner. [564, 610, 731, 631]
